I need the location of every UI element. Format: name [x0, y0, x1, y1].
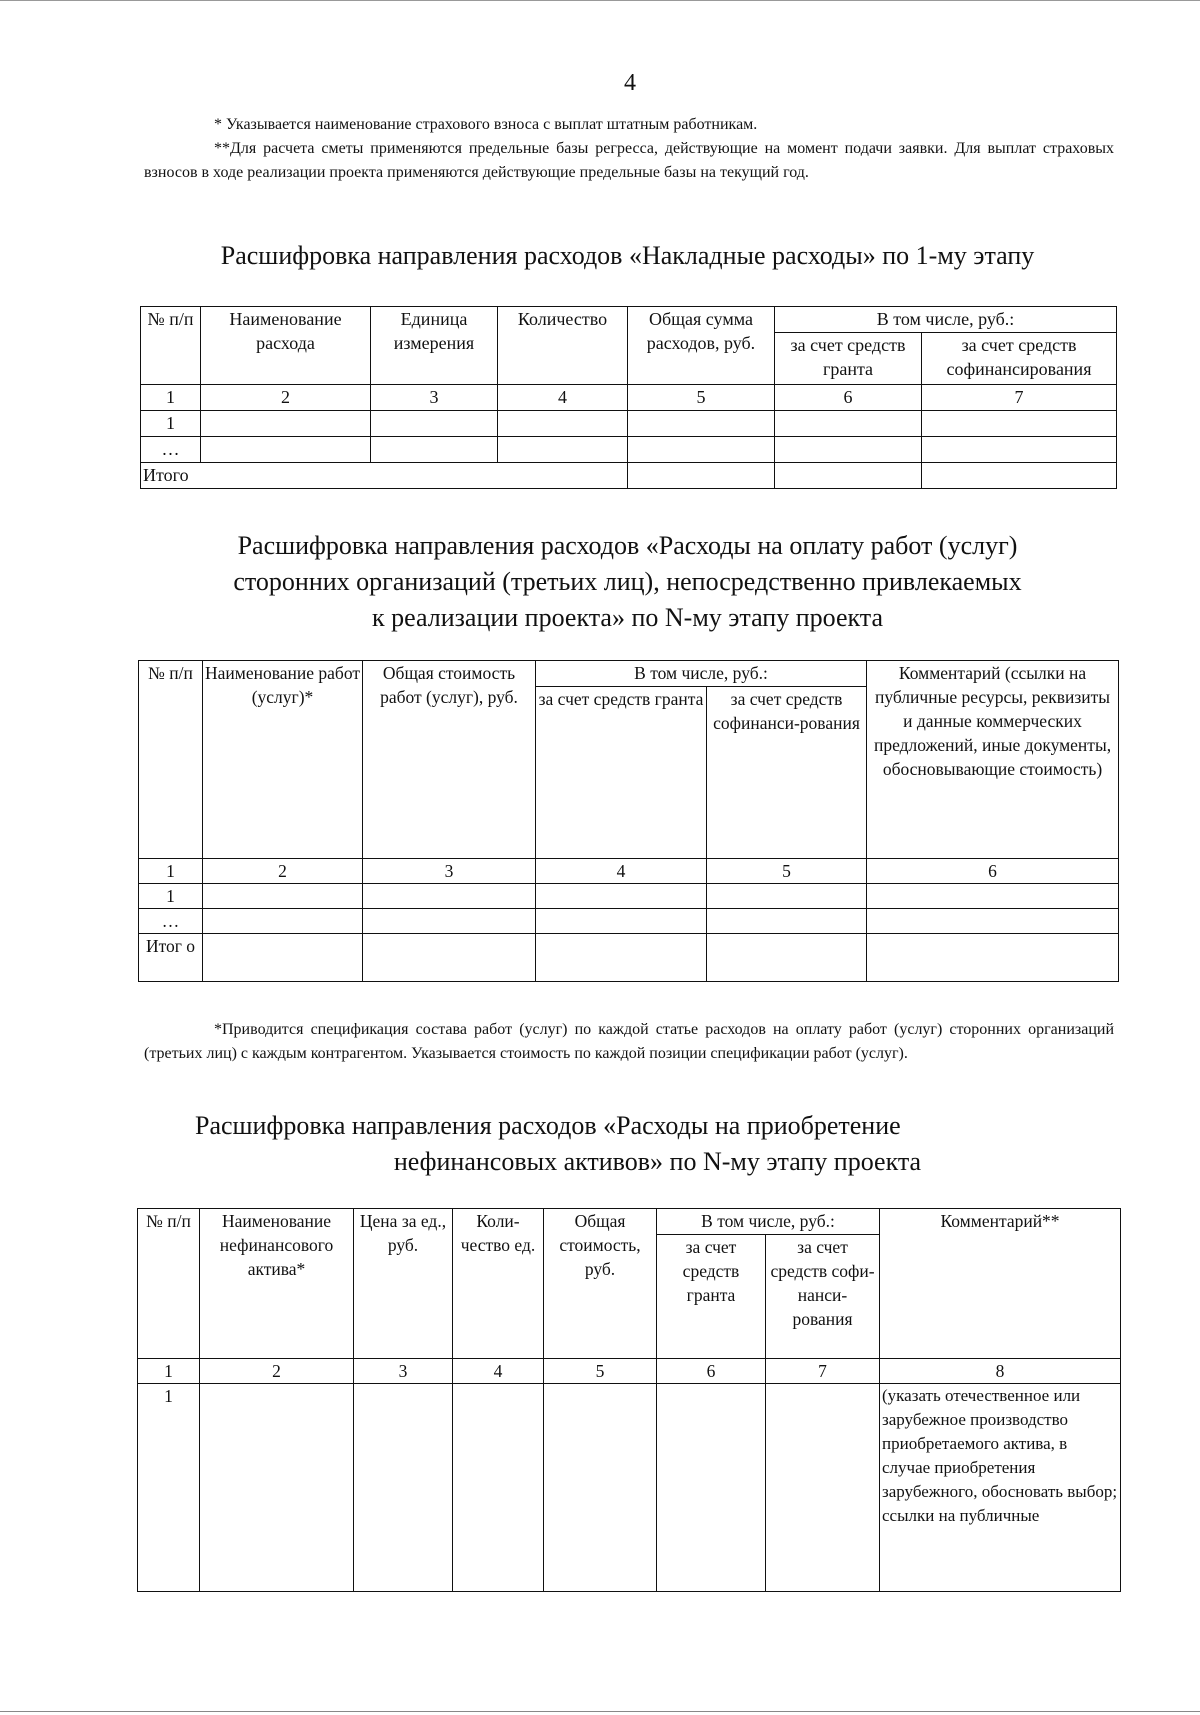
footnote-mid: *Приводится спецификация состава работ (услуг) по каждой статье расходов на оплату работ (услуг) сторонних организаций (третьих лиц) с каждым контрагентом. Указывается стоимость по каждой позиции спецификации работ (услуг). — [144, 1021, 1114, 1062]
col-number: 5 — [707, 859, 867, 884]
row-number: 1 — [139, 884, 203, 909]
total-label: Итог о — [139, 934, 203, 982]
page-bottom-edge — [0, 1711, 1200, 1712]
col-number: 4 — [453, 1359, 544, 1384]
overhead-table — [140, 306, 1117, 489]
table2-title-line: к реализации проекта» по N-му этапу проекта — [371, 603, 883, 632]
header-comment: Комментарий (ссылки на публичные ресурсы, реквизиты и данные коммерческих предложений, иные документы, обосновывающие стоимость) — [867, 661, 1119, 859]
header-unit: Единица измерения — [371, 307, 498, 385]
table3-title-line: нефинансовых активов» по N-му этапу проекта — [393, 1147, 922, 1176]
table-row — [139, 884, 1119, 909]
row-number: 1 — [138, 1384, 200, 1592]
table-row — [141, 437, 1117, 463]
table1-title: Расшифровка направления расходов «Накладные расходы» по 1-му этапу — [220, 241, 1035, 270]
col-number: 3 — [371, 385, 498, 411]
table2-title-line: Расшифровка направления расходов «Расходы на оплату работ (услуг) — [237, 531, 1018, 560]
non-financial-assets-table — [137, 1208, 1121, 1592]
header-name: Наименование нефинансового актива* — [200, 1209, 354, 1359]
col-number: 5 — [628, 385, 775, 411]
header-grant: за счет средств гранта — [775, 333, 922, 385]
table2-title — [140, 528, 1115, 636]
col-number: 2 — [201, 385, 371, 411]
total-label: Итого — [141, 463, 628, 489]
column-numbers-row — [139, 859, 1119, 884]
col-number: 2 — [200, 1359, 354, 1384]
header-no: № п/п — [139, 661, 203, 859]
header-no: № п/п — [138, 1209, 200, 1359]
col-number: 6 — [867, 859, 1119, 884]
col-number: 7 — [922, 385, 1117, 411]
header-incl: В том числе, руб.: — [536, 661, 867, 687]
column-numbers-row — [141, 385, 1117, 411]
header-cofin: за счет средств софинанси-рования — [707, 687, 867, 859]
header-total: Общая стоимость работ (услуг), руб. — [363, 661, 536, 859]
col-number: 3 — [363, 859, 536, 884]
header-name: Наименование расхода — [201, 307, 371, 385]
table-row — [138, 1384, 1121, 1592]
table3-title — [140, 1108, 1115, 1180]
row-comment: (указать отечественное или зарубежное производство приобретаемого актива, в случае приобретения зарубежного, обосновать выбор; ссылки на публичные — [880, 1384, 1121, 1592]
header-grant: за счет средств гранта — [657, 1235, 766, 1359]
header-name: Наименование работ (услуг)* — [203, 661, 363, 859]
header-incl: В том числе, руб.: — [775, 307, 1117, 333]
col-number: 6 — [657, 1359, 766, 1384]
col-number: 2 — [203, 859, 363, 884]
table-row — [139, 909, 1119, 934]
row-number: … — [141, 437, 201, 463]
header-total: Общая стоимость, руб. — [544, 1209, 657, 1359]
column-numbers-row — [138, 1359, 1121, 1384]
footnote-2: **Для расчета сметы применяются предельные базы регресса, действующие на момент подачи заявки. Для выплат страховых взносов в ходе реализации проекта применяются действующие предельные базы на текущий год. — [144, 140, 1114, 181]
col-number: 3 — [354, 1359, 453, 1384]
header-qty: Количество — [498, 307, 628, 385]
total-row — [141, 463, 1117, 489]
header-incl: В том числе, руб.: — [657, 1209, 880, 1235]
col-number: 8 — [880, 1359, 1121, 1384]
footnote-1: * Указывается наименование страхового взноса с выплат штатным работникам. — [214, 116, 758, 133]
header-qty: Коли-чество ед. — [453, 1209, 544, 1359]
col-number: 7 — [766, 1359, 880, 1384]
row-number: 1 — [141, 411, 201, 437]
header-comment: Комментарий** — [880, 1209, 1121, 1359]
header-cofin: за счет средств софи-нанси-рования — [766, 1235, 880, 1359]
col-number: 1 — [139, 859, 203, 884]
total-row — [139, 934, 1119, 982]
header-total: Общая сумма расходов, руб. — [628, 307, 775, 385]
table-row — [141, 411, 1117, 437]
header-cofin: за счет средств софинансирования — [922, 333, 1117, 385]
header-price: Цена за ед., руб. — [354, 1209, 453, 1359]
col-number: 4 — [498, 385, 628, 411]
footnotes-top — [144, 113, 1114, 185]
col-number: 4 — [536, 859, 707, 884]
page-top-edge — [0, 0, 1200, 1]
col-number: 5 — [544, 1359, 657, 1384]
col-number: 1 — [141, 385, 201, 411]
third-party-services-table — [138, 660, 1119, 982]
col-number: 6 — [775, 385, 922, 411]
table2-title-line: сторонних организаций (третьих лиц), непосредственно привлекаемых — [233, 567, 1022, 596]
col-number: 1 — [138, 1359, 200, 1384]
row-number: … — [139, 909, 203, 934]
header-grant: за счет средств гранта — [536, 687, 707, 859]
table3-title-line: Расшифровка направления расходов «Расходы на приобретение — [195, 1111, 901, 1140]
header-no: № п/п — [141, 307, 201, 385]
page-number: 4 — [624, 70, 636, 96]
